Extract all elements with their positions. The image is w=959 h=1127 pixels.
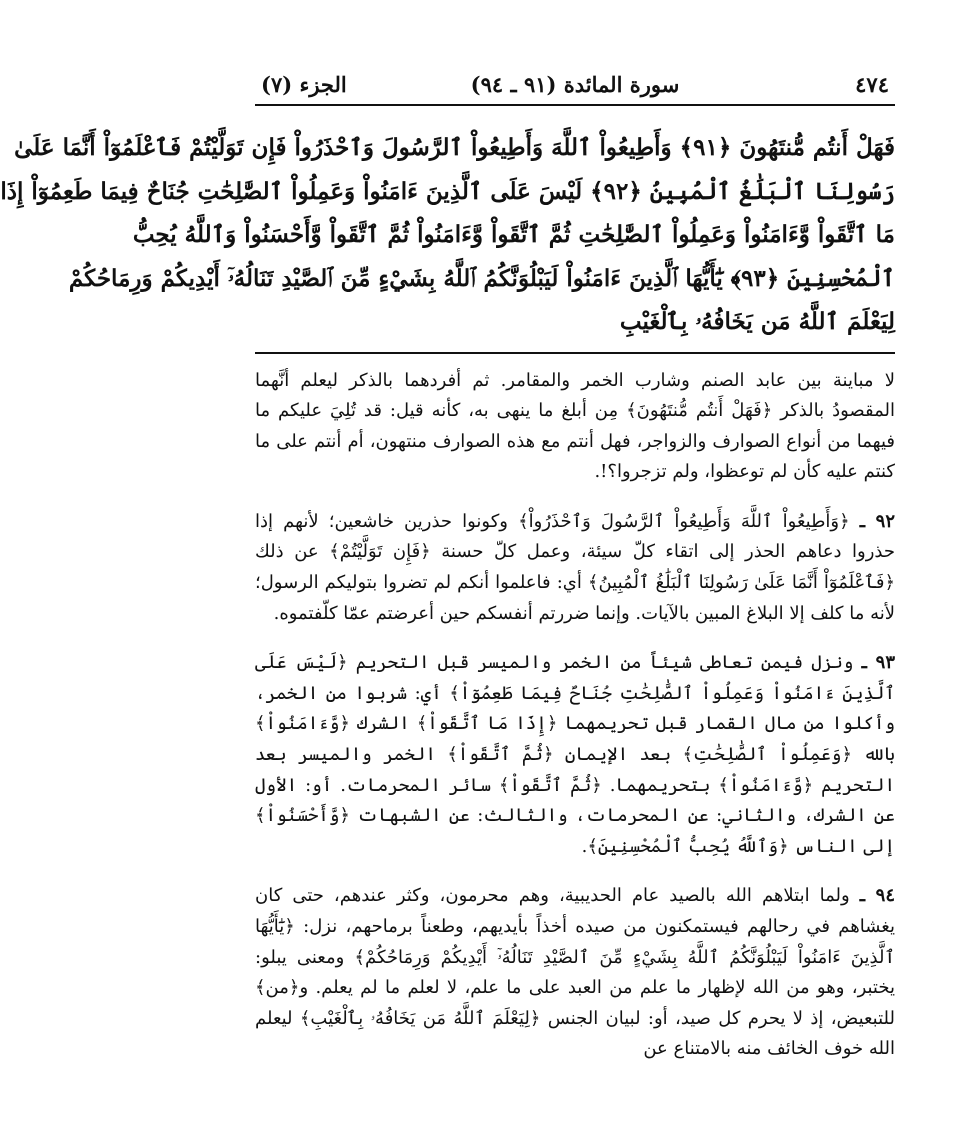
verse-line-1: فَهَلْ أَنتُم مُّنتَهُونَ ﴿٩١﴾ وَأَطِيعُواْ ٱللَّهَ وَأَطِيعُواْ ٱلرَّسُولَ وَٱحْذَرُواْ فَإِن تَوَلَّيْتُمْ فَٱعْلَمُوٓاْ أَنَّمَا عَلَىٰ (14, 134, 895, 161)
verse-line-4: ٱلْمُحْسِنِينَ ﴿٩٣﴾ يَٰٓأَيُّهَا ٱلَّذِينَ ءَامَنُواْ لَيَبْلُوَنَّكُمُ ٱللَّهُ بِشَيْءٍ مِّنَ ٱلصَّيْدِ تَنَالُهُۥٓ أَيْدِيكُمْ وَرِمَاحُكُمْ (68, 264, 895, 292)
verse-line-5: لِيَعْلَمَ ٱللَّهُ مَن يَخَافُهُۥ بِٱلْغَيْبِ (619, 308, 895, 335)
verse-number: ٩٤ ـ (859, 885, 895, 907)
verse-line-2: رَسُولِنَا ٱلْبَلَٰغُ ٱلْمُبِينُ ﴿٩٢﴾ لَيْسَ عَلَى ٱلَّذِينَ ءَامَنُواْ وَعَمِلُواْ ٱلصَّٰلِحَٰتِ جُنَاحٌ فِيمَا طَعِمُوٓاْ إِذَا (0, 177, 895, 205)
commentary (255, 366, 895, 1065)
page-number: ٤٧٤ (855, 72, 889, 97)
quran-verses (0, 126, 895, 344)
surah-title: سورة المائدة (٩١ ـ ٩٤) (470, 72, 680, 97)
part-label: الجزء (٧) (261, 72, 347, 97)
verse-line-3: مَا ٱتَّقَواْ وَّءَامَنُواْ وَعَمِلُواْ ٱلصَّٰلِحَٰتِ ثُمَّ ٱتَّقَواْ وَّءَامَنُواْ ثُمَّ ٱتَّقَواْ وَّأَحْسَنُواْ وَٱللَّهُ يُحِبُّ (132, 221, 895, 248)
page-header (255, 64, 895, 106)
commentary-paragraph-92 (255, 507, 895, 629)
paragraph-text: ولما ابتلاهم الله بالصيد عام الحديبية، وهم محرمون، وكثر عندهم، حتى كان يغشاهم في رحالهم فيستمكنون من صيده أخذاً بأيديهم، وطعناً برماحهم، نزل: ﴿يَٰٓأَيُّهَا ٱلَّذِينَ ءَامَنُواْ لَيَبْلُوَنَّكُمُ ٱللَّهُ بِشَيْءٍ مِّنَ ٱلصَّيْدِ تَنَالُهُۥٓ أَيْدِيكُمْ وَرِمَاحُكُمْ﴾ ومعنى يبلو: يختبر، وهو من الله لإظهار ما علم من العبد على ما علم، لا لعلم ما لم يعلم. و﴿من﴾ للتبعيض، إذ لا يحرم كل صيد، أو: لبيان الجنس ﴿لِيَعْلَمَ ٱللَّهُ مَن يَخَافُهُۥ بِٱلْغَيْبِ﴾ ليعلم الله خوف الخائف منه بالامتناع عن (255, 885, 895, 1060)
verse-number: ٩٣ ـ (861, 652, 895, 674)
commentary-paragraph-1 (255, 366, 895, 488)
verse-number: ٩٢ ـ (859, 510, 895, 532)
paragraph-text: ونزل فيمن تعاطى شيئاً من الخمر والميسر قبل التحريم ﴿لَيْسَ عَلَى ٱلَّذِينَ ءَامَنُواْ وَعَمِلُواْ ٱلصَّٰلِحَٰتِ جُنَاحٌ فِيمَا طَعِمُوٓاْ﴾ أي: شربوا من الخمر، وأكلوا من مال القمار قبل تحريمهما ﴿إِذَا مَا ٱتَّقَواْ﴾ الشرك ﴿وَّءَامَنُواْ﴾ بالله ﴿وَعَمِلُواْ ٱلصَّٰلِحَٰتِ﴾ بعد الإيمان ﴿ثُمَّ ٱتَّقَواْ﴾ الخمر والميسر بعد التحريم ﴿وَّءَامَنُواْ﴾ بتحريمهما. ﴿ثُمَّ ٱتَّقَواْ﴾ سائر المحرمات. أو: الأول عن الشرك، والثاني: عن المحرمات، والثالث: عن الشبهات ﴿وَّأَحْسَنُواْ﴾ إلى الناس ﴿وَٱللَّهُ يُحِبُّ ٱلْمُحْسِنِينَ﴾. (255, 652, 895, 857)
commentary-paragraph-93 (255, 648, 895, 862)
commentary-paragraph-94 (255, 881, 895, 1065)
divider-rule (255, 352, 895, 354)
paragraph-text: لا مباينة بين عابد الصنم وشارب الخمر والمقامر. ثم أفردهما بالذكر ليعلم أنَّهما المقصودُ بالذكر ﴿فَهَلْ أَنتُم مُّنتَهُونَ﴾ مِن أبلغ ما ينهى به، كأنه قيل: قد تُلِيَ عليكم ما فيهما من أنواع الصوارف والزواجر، فهل أنتم مع هذه الصوارف منتهون، أم أنتم على ما كنتم عليه كأن لم توعظوا، ولم تزجروا؟!. (255, 369, 895, 483)
paragraph-text: ﴿وَأَطِيعُواْ ٱللَّهَ وَأَطِيعُواْ ٱلرَّسُولَ وَٱحْذَرُواْ﴾ وكونوا حذرين خاشعين؛ لأنهم إذا حذروا دعاهم الحذر إلى اتقاء كلّ سيئة، وعمل كلّ حسنة ﴿فَإِن تَوَلَّيْتُمْ﴾ عن ذلك ﴿فَٱعْلَمُوٓاْ أَنَّمَا عَلَىٰ رَسُولِنَا ٱلْبَلَٰغُ ٱلْمُبِينُ﴾ أي: فاعلموا أنكم لم تضروا بتوليكم الرسول؛ لأنه ما كلف إلا البلاغ المبين بالآيات. وإنما ضررتم أنفسكم حين أعرضتم عمّا كلّفتموه. (255, 510, 895, 624)
